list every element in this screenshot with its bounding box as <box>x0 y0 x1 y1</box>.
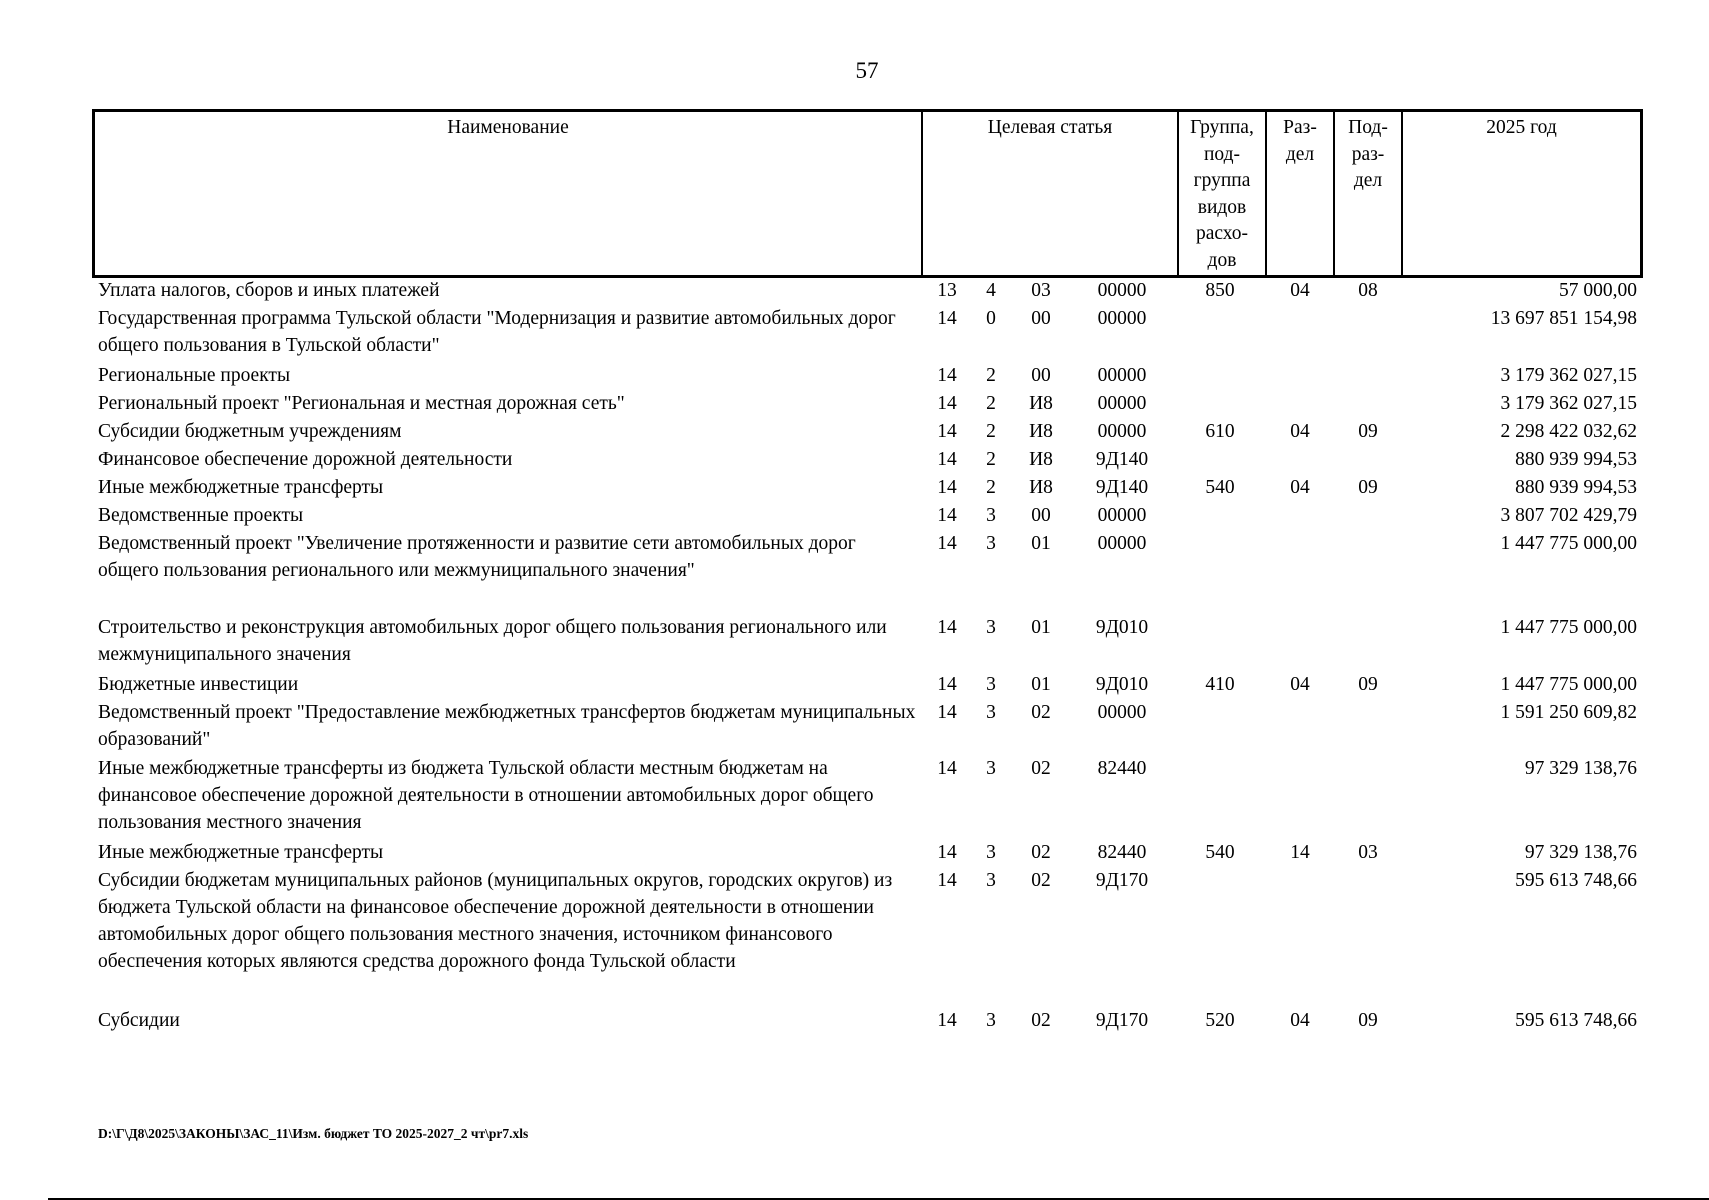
expense-group: 850 <box>1205 280 1235 301</box>
target-structural-code: 01 <box>1031 674 1051 695</box>
row-name: Бюджетные инвестиции <box>98 674 299 695</box>
row-name: Ведомственный проект "Увеличение протяженности и развитие сети автомобильных дорог общего пользования регионального или межмуниципального значения" <box>98 533 856 581</box>
expense-group: 610 <box>1205 421 1235 442</box>
row-name: Субсидии <box>98 1010 180 1031</box>
row-name: Государственная программа Тульской области "Модернизация и развитие автомобильных дорог общего пользования в Тульской области" <box>98 308 896 356</box>
target-structural-code: 03 <box>1031 280 1051 301</box>
subsection-code: 09 <box>1358 477 1378 498</box>
target-structural-code: 02 <box>1031 702 1051 723</box>
header-subsection: Под- раз- дел <box>1335 112 1403 275</box>
page-number: 57 <box>855 58 879 83</box>
amount-2025: 3 179 362 027,15 <box>1500 393 1637 414</box>
file-path-footer: D:\Г\Д8\2025\ЗАКОНЫ\ЗАС_11\Изм. бюджет ТО 2025-2027_2 чт\pr7.xls <box>98 1126 529 1141</box>
target-subprogram-code: 3 <box>986 842 996 863</box>
target-structural-code: И8 <box>1029 393 1053 414</box>
target-program-code: 14 <box>937 1010 957 1031</box>
target-subprogram-code: 0 <box>986 308 996 329</box>
amount-2025: 57 000,00 <box>1559 280 1637 301</box>
header-year: 2025 год <box>1486 117 1557 138</box>
target-direction-code: 9Д170 <box>1095 1010 1149 1031</box>
target-structural-code: 00 <box>1031 365 1051 386</box>
row-name: Иные межбюджетные трансферты <box>98 477 384 498</box>
target-direction-code: 00000 <box>1097 421 1147 442</box>
target-program-code: 14 <box>937 421 957 442</box>
row-name: Финансовое обеспечение дорожной деятельности <box>98 449 513 470</box>
amount-2025: 2 298 422 032,62 <box>1500 421 1637 442</box>
target-program-code: 14 <box>937 870 957 891</box>
target-structural-code: 00 <box>1031 308 1051 329</box>
target-direction-code: 00000 <box>1097 505 1147 526</box>
amount-2025: 1 447 775 000,00 <box>1500 617 1637 638</box>
target-structural-code: И8 <box>1029 449 1053 470</box>
target-subprogram-code: 3 <box>986 1010 996 1031</box>
row-name: Региональные проекты <box>98 365 291 386</box>
target-subprogram-code: 3 <box>986 870 996 891</box>
section-code: 04 <box>1290 421 1310 442</box>
subsection-code: 09 <box>1358 674 1378 695</box>
target-subprogram-code: 2 <box>986 421 996 442</box>
target-program-code: 14 <box>937 477 957 498</box>
target-program-code: 14 <box>937 702 957 723</box>
section-code: 04 <box>1290 674 1310 695</box>
subsection-code: 08 <box>1358 280 1378 301</box>
target-direction-code: 00000 <box>1097 533 1147 554</box>
target-subprogram-code: 3 <box>986 617 996 638</box>
target-direction-code: 9Д170 <box>1095 870 1149 891</box>
header-target-article: Целевая статья <box>923 112 1179 275</box>
target-structural-code: 01 <box>1031 617 1051 638</box>
target-program-code: 14 <box>937 617 957 638</box>
row-name: Ведомственные проекты <box>98 505 304 526</box>
amount-2025: 13 697 851 154,98 <box>1490 308 1637 329</box>
header-section: Раз- дел <box>1267 112 1335 275</box>
target-subprogram-code: 2 <box>986 477 996 498</box>
target-program-code: 14 <box>937 533 957 554</box>
row-name: Региональный проект "Региональная и местная дорожная сеть" <box>98 393 625 414</box>
expense-group: 540 <box>1205 842 1235 863</box>
header-group: Группа, под- группа видов расхо- дов <box>1179 112 1267 275</box>
expense-group: 540 <box>1205 477 1235 498</box>
row-name: Ведомственный проект "Предоставление межбюджетных трансфертов бюджетам муниципальных образований" <box>98 702 916 750</box>
amount-2025: 97 329 138,76 <box>1524 842 1637 863</box>
amount-2025: 1 447 775 000,00 <box>1500 674 1637 695</box>
target-program-code: 14 <box>937 393 957 414</box>
target-program-code: 14 <box>937 758 957 779</box>
amount-2025: 1 591 250 609,82 <box>1500 702 1637 723</box>
expense-group: 410 <box>1205 674 1235 695</box>
row-name: Субсидии бюджетам муниципальных районов (муниципальных округов, городских округов) из бюджета Тульской области на финансовое обеспечение дорожной деятельности в отношении автомобильных дорог общего пользования местного значения, источником финансового обеспечения которых являются средства дорожного фонда Тульской области <box>98 870 893 972</box>
target-direction-code: 00000 <box>1097 365 1147 386</box>
target-direction-code: 9Д140 <box>1095 477 1149 498</box>
target-subprogram-code: 3 <box>986 533 996 554</box>
subsection-code: 03 <box>1358 842 1378 863</box>
target-subprogram-code: 2 <box>986 365 996 386</box>
amount-2025: 97 329 138,76 <box>1524 758 1637 779</box>
amount-2025: 3 179 362 027,15 <box>1500 365 1637 386</box>
section-code: 04 <box>1290 280 1310 301</box>
target-structural-code: 01 <box>1031 533 1051 554</box>
target-structural-code: 02 <box>1031 758 1051 779</box>
target-structural-code: 02 <box>1031 842 1051 863</box>
target-program-code: 14 <box>937 674 957 695</box>
target-direction-code: 00000 <box>1097 308 1147 329</box>
target-structural-code: 02 <box>1031 870 1051 891</box>
target-program-code: 14 <box>937 842 957 863</box>
row-name: Иные межбюджетные трансферты <box>98 842 384 863</box>
target-program-code: 14 <box>937 308 957 329</box>
header-name: Наименование <box>95 112 923 275</box>
target-structural-code: И8 <box>1029 421 1053 442</box>
target-direction-code: 9Д010 <box>1095 617 1149 638</box>
amount-2025: 1 447 775 000,00 <box>1500 533 1637 554</box>
amount-2025: 595 613 748,66 <box>1515 870 1637 891</box>
target-direction-code: 00000 <box>1097 393 1147 414</box>
table-header <box>92 109 1643 278</box>
target-structural-code: 00 <box>1031 505 1051 526</box>
amount-2025: 880 939 994,53 <box>1515 477 1637 498</box>
row-name: Субсидии бюджетным учреждениям <box>98 421 402 442</box>
target-subprogram-code: 3 <box>986 702 996 723</box>
target-structural-code: 02 <box>1031 1010 1051 1031</box>
section-code: 04 <box>1290 1010 1310 1031</box>
target-direction-code: 9Д140 <box>1095 449 1149 470</box>
target-direction-code: 00000 <box>1097 702 1147 723</box>
target-subprogram-code: 2 <box>986 449 996 470</box>
target-subprogram-code: 2 <box>986 393 996 414</box>
target-subprogram-code: 3 <box>986 758 996 779</box>
expense-group: 520 <box>1205 1010 1235 1031</box>
row-name: Иные межбюджетные трансферты из бюджета Тульской области местным бюджетам на финансовое обеспечение дорожной деятельности в отношении автомобильных дорог общего пользования местного значения <box>98 758 874 833</box>
target-program-code: 14 <box>937 449 957 470</box>
section-code: 14 <box>1290 842 1310 863</box>
target-subprogram-code: 3 <box>986 505 996 526</box>
target-subprogram-code: 4 <box>986 280 996 301</box>
section-code: 04 <box>1290 477 1310 498</box>
target-program-code: 13 <box>937 280 957 301</box>
target-program-code: 14 <box>937 505 957 526</box>
amount-2025: 595 613 748,66 <box>1515 1010 1637 1031</box>
row-name: Строительство и реконструкция автомобильных дорог общего пользования регионального или межмуниципального значения <box>98 617 887 665</box>
target-direction-code: 9Д010 <box>1095 674 1149 695</box>
target-program-code: 14 <box>937 365 957 386</box>
target-structural-code: И8 <box>1029 477 1053 498</box>
subsection-code: 09 <box>1358 421 1378 442</box>
amount-2025: 3 807 702 429,79 <box>1500 505 1637 526</box>
subsection-code: 09 <box>1358 1010 1378 1031</box>
amount-2025: 880 939 994,53 <box>1515 449 1637 470</box>
target-direction-code: 82440 <box>1097 842 1147 863</box>
target-direction-code: 00000 <box>1097 280 1147 301</box>
target-direction-code: 82440 <box>1097 758 1147 779</box>
row-name: Уплата налогов, сборов и иных платежей <box>98 280 440 301</box>
target-subprogram-code: 3 <box>986 674 996 695</box>
